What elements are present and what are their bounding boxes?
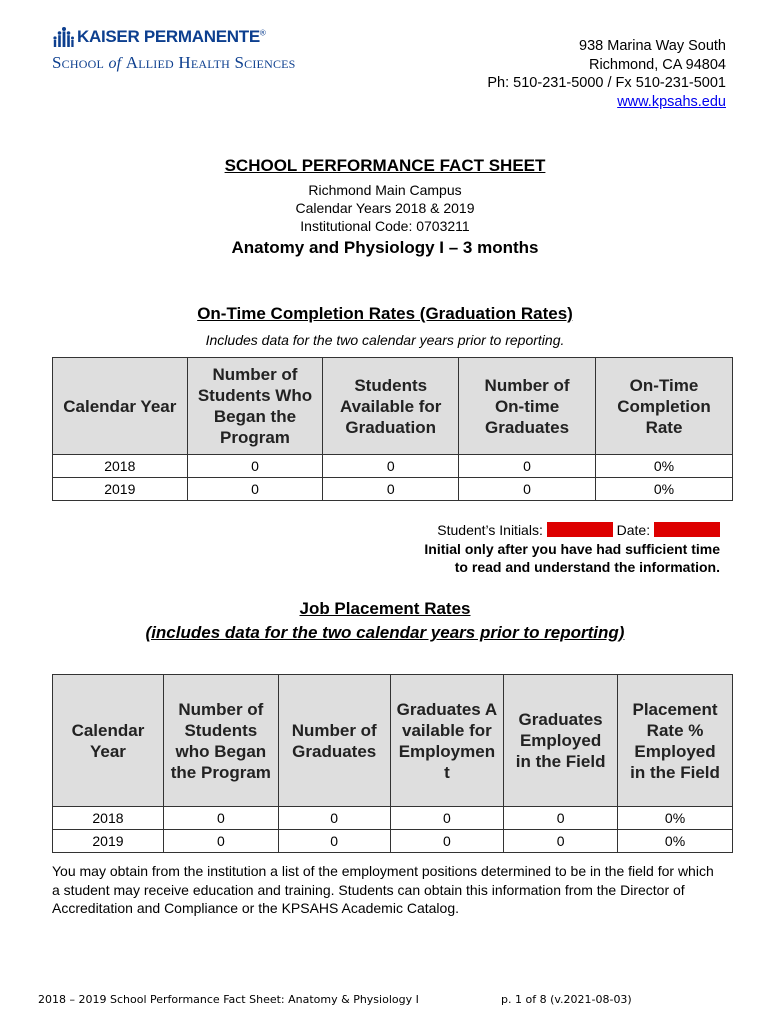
table-cell: 0 xyxy=(504,807,618,830)
table-cell: 0 xyxy=(163,830,278,853)
table-cell: 0 xyxy=(163,807,278,830)
completion-heading: On-Time Completion Rates (Graduation Rates) xyxy=(197,304,573,323)
kaiser-logo xyxy=(52,26,296,73)
table-cell: 0 xyxy=(323,478,459,501)
column-header: Number of Students who Began the Program xyxy=(163,675,278,807)
table-row xyxy=(53,455,733,478)
calendar-years: Calendar Years 2018 & 2019 xyxy=(295,200,475,216)
table-cell: 0 xyxy=(390,807,504,830)
table-cell: 0 xyxy=(390,830,504,853)
table-cell: 2018 xyxy=(53,807,164,830)
column-header: Number of On-time Graduates xyxy=(459,358,596,455)
table-cell: 0 xyxy=(459,455,596,478)
initials-field[interactable] xyxy=(547,522,613,537)
completion-header-row xyxy=(53,358,733,455)
column-header: Placement Rate % Employed in the Field xyxy=(618,675,733,807)
placement-heading: Job Placement Rates xyxy=(299,599,471,618)
column-header: Graduates Available for Employment xyxy=(390,675,504,807)
column-header: On-Time Completion Rate xyxy=(596,358,733,455)
table-row xyxy=(53,807,733,830)
placement-header-row xyxy=(53,675,733,807)
initials-block xyxy=(424,521,720,577)
placement-heading-block xyxy=(0,597,770,645)
logo-brand: KAISER PERMANENTE® xyxy=(77,27,266,46)
table-cell: 0% xyxy=(596,478,733,501)
address-city: Richmond, CA 94804 xyxy=(588,56,726,73)
program-name: Anatomy and Physiology I – 3 months xyxy=(231,238,539,257)
placement-table xyxy=(52,674,733,853)
table-cell: 0% xyxy=(618,830,733,853)
column-header: Graduates Employed in the Field xyxy=(504,675,618,807)
table-row xyxy=(53,830,733,853)
initials-instruction: to read and understand the information. xyxy=(454,559,720,575)
table-cell: 0 xyxy=(459,478,596,501)
website-link[interactable]: www.kpsahs.edu xyxy=(617,93,726,110)
column-header: Calendar Year xyxy=(53,675,164,807)
table-cell: 2019 xyxy=(53,478,188,501)
initials-instruction: Initial only after you have had sufficient time xyxy=(424,540,720,557)
column-header: Number of Graduates xyxy=(278,675,390,807)
institutional-code: Institutional Code: 0703211 xyxy=(300,218,470,234)
footer-title: 2018 – 2019 School Performance Fact Sheet: Anatomy & Physiology I xyxy=(38,993,419,1006)
campus-name: Richmond Main Campus xyxy=(308,182,462,198)
table-cell: 2019 xyxy=(53,830,164,853)
completion-table xyxy=(52,357,733,501)
table-cell: 0% xyxy=(596,455,733,478)
table-cell: 0 xyxy=(323,455,459,478)
page-title: SCHOOL PERFORMANCE FACT SHEET xyxy=(224,156,546,175)
school-address xyxy=(487,37,726,111)
table-cell: 0 xyxy=(187,478,323,501)
info-paragraph: You may obtain from the institution a list of the employment positions determined to be in the field for which a student may receive education and training. Students can obtain this information from the Director of Accreditation and Compliance or the KPSAHS Academic Catalog. xyxy=(52,863,714,916)
logo-school-name: School of Allied Health Sciences xyxy=(52,53,296,72)
table-row xyxy=(53,478,733,501)
date-field[interactable] xyxy=(654,522,720,537)
kaiser-people-icon xyxy=(52,26,74,48)
table-cell: 0 xyxy=(278,807,390,830)
column-header: Students Available for Graduation xyxy=(323,358,459,455)
table-cell: 2018 xyxy=(53,455,188,478)
table-cell: 0 xyxy=(278,830,390,853)
campus-info xyxy=(0,181,770,235)
table-cell: 0 xyxy=(504,830,618,853)
column-header: Number of Students Who Began the Program xyxy=(187,358,323,455)
initials-label: Student’s Initials: xyxy=(437,522,543,538)
placement-subheading: (includes data for the two calendar years prior to reporting) xyxy=(145,623,625,642)
footer-page-number: p. 1 of 8 (v.2021-08-03) xyxy=(501,993,632,1006)
date-label: Date: xyxy=(616,522,651,538)
table-cell: 0% xyxy=(618,807,733,830)
address-phone: Ph: 510-231-5000 / Fx 510-231-5001 xyxy=(487,75,726,91)
address-street: 938 Marina Way South xyxy=(579,38,726,54)
completion-note: Includes data for the two calendar years prior to reporting. xyxy=(205,332,565,348)
column-header: Calendar Year xyxy=(53,358,188,455)
table-cell: 0 xyxy=(187,455,323,478)
